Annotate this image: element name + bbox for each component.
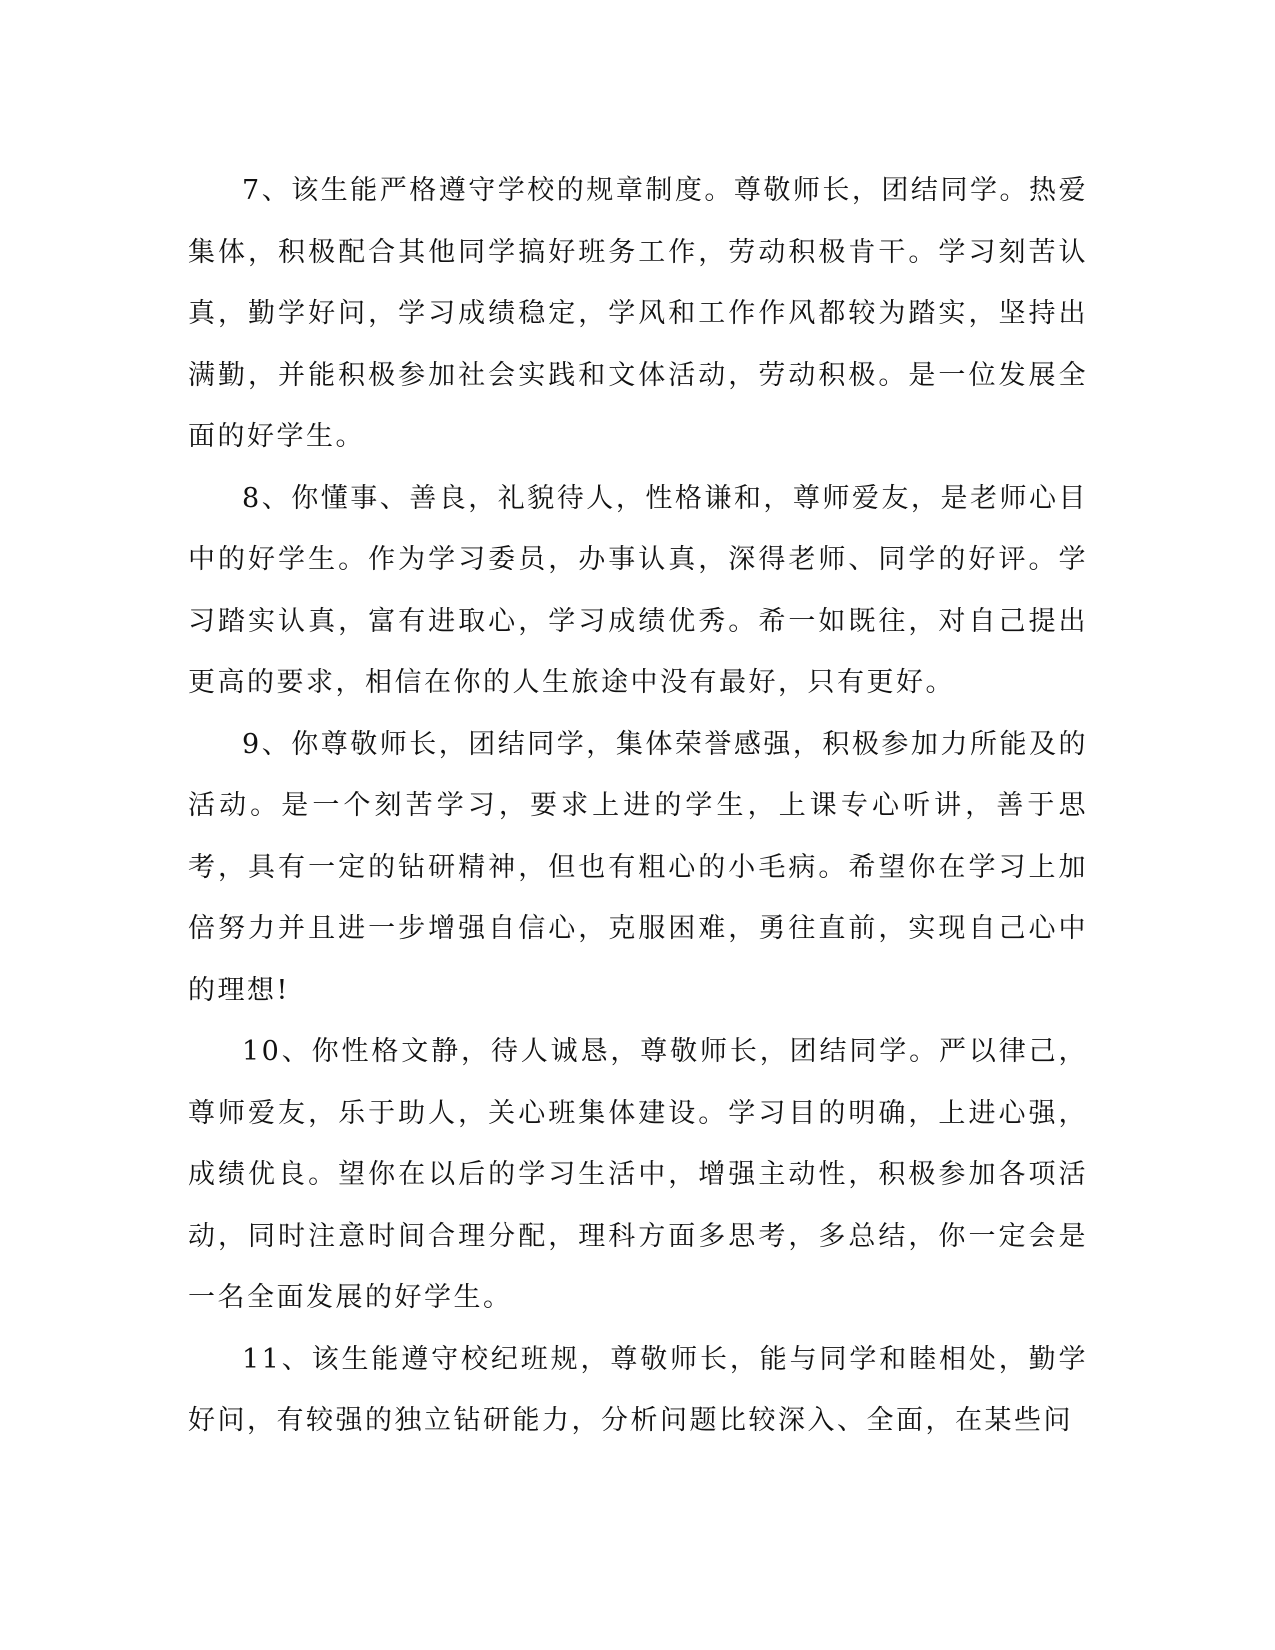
paragraph-7: 7、该生能严格遵守学校的规章制度。尊敬师长，团结同学。热爱集体，积极配合其他同学搞好班务工作，劳动积极肯干。学习刻苦认真，勤学好问，学习成绩稳定，学风和工作作风都较为踏实，坚持出满勤，并能积极参加社会实践和文体活动，劳动积极。是一位发展全面的好学生。 (188, 175, 1088, 452)
paragraph-11: 11、该生能遵守校纪班规，尊敬师长，能与同学和睦相处，勤学好问，有较强的独立钻研能力，分析问题比较深入、全面，在某些问 (188, 1343, 1088, 1436)
paragraph-8: 8、你懂事、善良，礼貌待人，性格谦和，尊师爱友，是老师心目中的好学生。作为学习委员，办事认真，深得老师、同学的好评。学习踏实认真，富有进取心，学习成绩优秀。希一如既往，对自己提出更高的要求，相信在你的人生旅途中没有最好，只有更好。 (188, 482, 1088, 698)
document-page (188, 160, 1088, 1452)
paragraph-10: 10、你性格文静，待人诚恳，尊敬师长，团结同学。严以律己，尊师爱友，乐于助人，关心班集体建设。学习目的明确，上进心强，成绩优良。望你在以后的学习生活中，增强主动性，积极参加各项活动，同时注意时间合理分配，理科方面多思考，多总结，你一定会是一名全面发展的好学生。 (188, 1036, 1088, 1313)
paragraph-9: 9、你尊敬师长，团结同学，集体荣誉感强，积极参加力所能及的活动。是一个刻苦学习，要求上进的学生，上课专心听讲，善于思考，具有一定的钻研精神，但也有粗心的小毛病。希望你在学习上加倍努力并且进一步增强自信心，克服困难，勇往直前，实现自己心中的理想! (188, 728, 1088, 1006)
